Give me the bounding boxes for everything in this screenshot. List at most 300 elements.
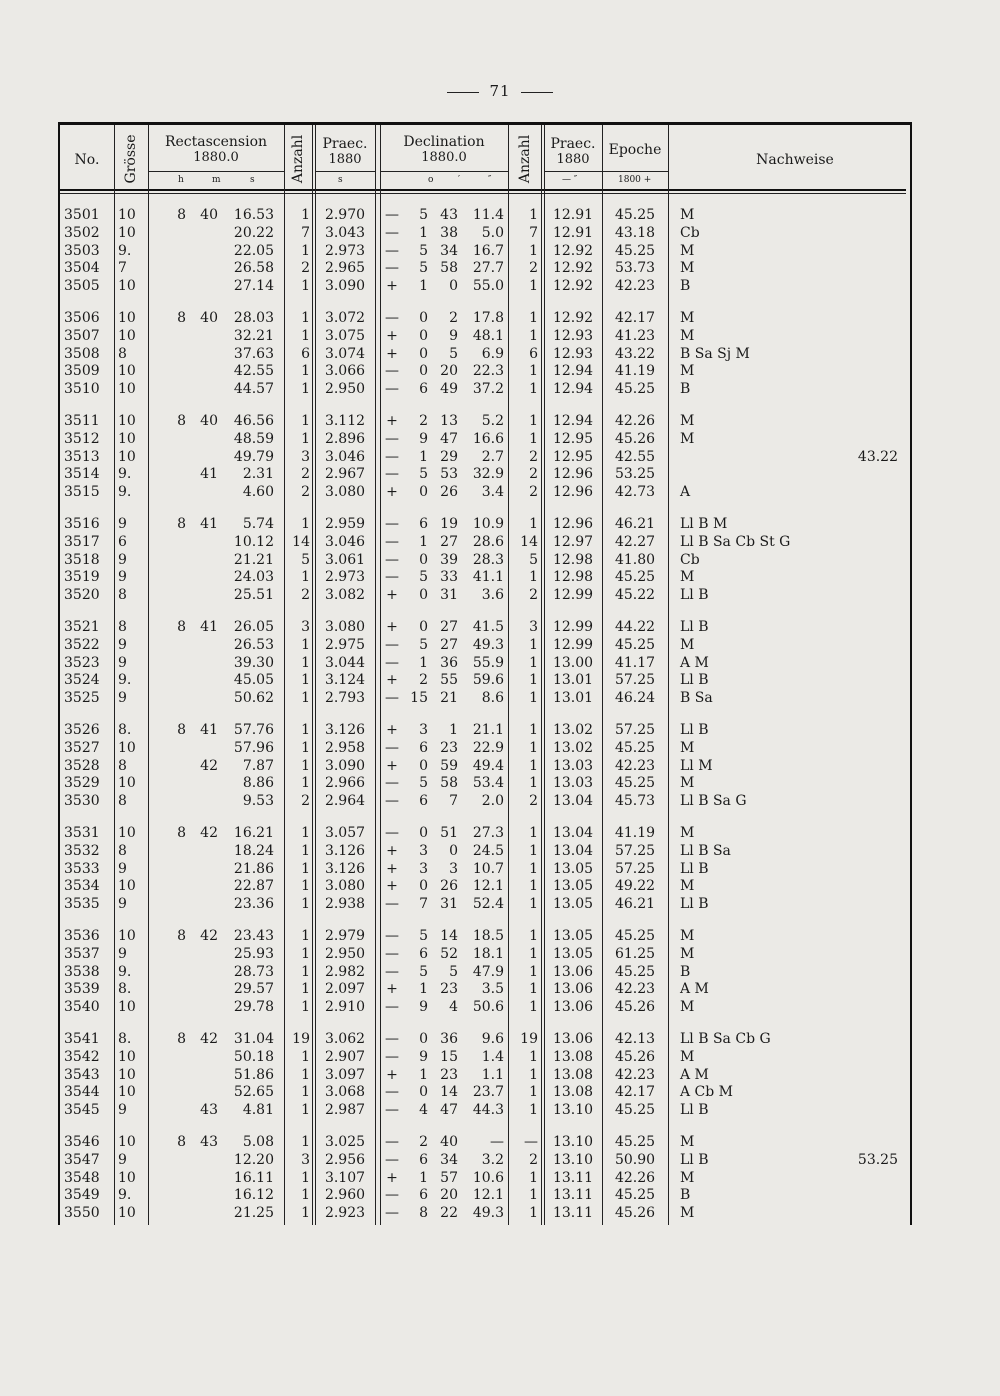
cell-praec-decl: 12.91 — [552, 207, 594, 223]
cell-praec-ra: 2.923 — [324, 1205, 366, 1222]
cell-nachweise: B — [680, 963, 691, 980]
cell-anzahl: 1 — [301, 775, 310, 792]
cell-groesse: 9 — [118, 690, 127, 707]
cell-no: 3514 — [64, 466, 100, 483]
cell-anzahl: 1 — [301, 722, 310, 738]
cell-praec-ra: 3.046 — [324, 533, 366, 550]
cell-anzahl: 1 — [301, 842, 310, 859]
cell-epoche: 45.25 — [614, 242, 656, 259]
cell-ra-s: 25.51 — [233, 587, 274, 604]
cell-epoche: 41.23 — [614, 327, 656, 344]
cell-praec-decl: 13.02 — [552, 722, 594, 738]
cell-decl-deg: 5 — [419, 963, 428, 980]
praec2-subrule — [544, 171, 602, 172]
cell-epoche: 42.26 — [614, 1169, 656, 1186]
cell-decl-min: 13 — [440, 413, 458, 429]
cell-nachweise: M — [680, 363, 695, 380]
epoche-subrule — [602, 171, 668, 172]
cell-no: 3506 — [64, 310, 100, 326]
cell-praec-ra: 2.964 — [324, 793, 366, 810]
cell-no: 3545 — [64, 1102, 100, 1119]
cell-decl-sign: + — [386, 619, 398, 635]
cell-anzahl: 2 — [301, 484, 310, 501]
cell-praec-ra: 2.970 — [324, 207, 366, 223]
cell-ra-h: 8 — [177, 928, 186, 944]
cell-decl-sec: 48.1 — [472, 327, 504, 344]
cell-decl-sec: 24.5 — [472, 842, 504, 859]
cell-ra-m: 42 — [200, 825, 218, 841]
cell-ra-s: 16.11 — [233, 1169, 274, 1186]
cell-groesse: 10 — [118, 363, 136, 380]
cell-ra-s: 29.57 — [233, 981, 274, 998]
cell-groesse: 8 — [118, 757, 127, 774]
cell-anzahl: 1 — [301, 757, 310, 774]
cell-no: 3546 — [64, 1134, 100, 1150]
cell-ra-m: 42 — [200, 1031, 218, 1047]
cell-groesse: 9. — [118, 466, 132, 483]
cell-epoche: 42.23 — [614, 981, 656, 998]
cell-no: 3532 — [64, 842, 100, 859]
cell-groesse: 10 — [118, 310, 136, 326]
cell-decl-sec: 3.2 — [481, 1151, 504, 1168]
cell-anzahl: 1 — [301, 1205, 310, 1222]
cell-anzahl: 1 — [301, 278, 310, 295]
cell-decl-sec: 16.7 — [472, 242, 504, 259]
header-praec-ra-unit: s — [338, 175, 343, 185]
cell-ra-s: 57.76 — [233, 722, 274, 738]
cell-decl-deg: 3 — [419, 842, 428, 859]
cell-decl-sec: 49.4 — [472, 757, 504, 774]
cell-anzahl-2: 1 — [529, 430, 538, 447]
cell-decl-deg: 1 — [419, 654, 428, 671]
cell-anzahl-2: 1 — [529, 722, 538, 738]
cell-praec-ra: 3.057 — [324, 825, 366, 841]
cell-praec-decl: 12.98 — [552, 551, 594, 568]
cell-decl-min: 3 — [449, 860, 458, 877]
cell-praec-decl: 13.02 — [552, 739, 594, 756]
cell-nachweise: M — [680, 945, 695, 962]
cell-ra-m: 42 — [200, 757, 218, 774]
cell-decl-sec: 3.6 — [481, 587, 504, 604]
cell-decl-min: 23 — [440, 739, 458, 756]
cell-anzahl-2: 1 — [529, 896, 538, 913]
cell-anzahl: 1 — [301, 1134, 310, 1150]
cell-no: 3520 — [64, 587, 100, 604]
cell-no: 3528 — [64, 757, 100, 774]
cell-decl-sign: — — [385, 242, 399, 259]
cell-ra-s: 16.21 — [233, 825, 274, 841]
cell-decl-min: 20 — [440, 1187, 458, 1204]
cell-decl-min: 9 — [449, 327, 458, 344]
cell-decl-sec: 10.7 — [472, 860, 504, 877]
cell-decl-deg: 6 — [419, 381, 428, 398]
cell-decl-sign: + — [386, 722, 398, 738]
header-praec-decl-unit: — ″ — [562, 175, 578, 185]
cell-praec-ra: 3.082 — [324, 587, 366, 604]
cell-praec-decl: 13.06 — [552, 1031, 594, 1047]
cell-no: 3530 — [64, 793, 100, 810]
cell-no: 3529 — [64, 775, 100, 792]
cell-praec-ra: 3.075 — [324, 327, 366, 344]
cell-ra-s: 45.05 — [233, 672, 274, 689]
cell-decl-deg: 5 — [419, 260, 428, 277]
cell-epoche: 45.25 — [614, 1187, 656, 1204]
cell-ra-s: 16.12 — [233, 1187, 274, 1204]
cell-decl-min: 34 — [440, 242, 458, 259]
cell-anzahl: 19 — [292, 1031, 310, 1047]
cell-decl-min: 2 — [449, 310, 458, 326]
cell-decl-sec: — — [490, 1134, 504, 1150]
cell-praec-decl: 12.96 — [552, 466, 594, 483]
cell-ra-s: 23.43 — [233, 928, 274, 944]
cell-ra-s: 22.05 — [233, 242, 274, 259]
cell-nachweise: M — [680, 1134, 695, 1150]
cell-groesse: 10 — [118, 999, 136, 1016]
cell-anzahl-2: 1 — [529, 636, 538, 653]
cell-nachweise: Ll B — [680, 1151, 709, 1168]
cell-anzahl: 1 — [301, 1187, 310, 1204]
cell-nachweise: Cb — [680, 224, 700, 241]
cell-epoche: 57.25 — [614, 722, 656, 738]
cell-decl-deg: 0 — [419, 345, 428, 362]
cell-groesse: 10 — [118, 327, 136, 344]
cell-decl-min: 47 — [440, 430, 458, 447]
cell-anzahl-2: 5 — [529, 551, 538, 568]
cell-groesse: 9 — [118, 551, 127, 568]
cell-groesse: 10 — [118, 1084, 136, 1101]
cell-decl-sign: — — [385, 224, 399, 241]
cell-decl-sec: 47.9 — [472, 963, 504, 980]
cell-anzahl: 1 — [301, 381, 310, 398]
cell-decl-deg: 1 — [419, 448, 428, 465]
cell-no: 3502 — [64, 224, 100, 241]
cell-epoche: 53.73 — [614, 260, 656, 277]
cell-ra-s: 46.56 — [233, 413, 274, 429]
header-praec-decl-year: 1880 — [556, 152, 590, 167]
cell-anzahl-2: 1 — [529, 739, 538, 756]
cell-decl-min: 34 — [440, 1151, 458, 1168]
cell-ra-s: 28.03 — [233, 310, 274, 326]
cell-decl-deg: 0 — [419, 757, 428, 774]
cell-decl-sign: — — [385, 1102, 399, 1119]
cell-decl-deg: 8 — [419, 1205, 428, 1222]
cell-no: 3549 — [64, 1187, 100, 1204]
cell-no: 3516 — [64, 516, 100, 532]
cell-ra-s: 5.08 — [242, 1134, 274, 1150]
cell-decl-sec: 2.7 — [481, 448, 504, 465]
cell-decl-sign: — — [385, 363, 399, 380]
header-nachweise: Nachweise — [756, 152, 834, 168]
header-decl-epoch: 1880.0 — [421, 150, 467, 165]
cell-anzahl-2: 1 — [529, 242, 538, 259]
cell-groesse: 10 — [118, 928, 136, 944]
cell-praec-decl: 12.96 — [552, 484, 594, 501]
cell-no: 3519 — [64, 569, 100, 586]
cell-decl-deg: 0 — [419, 327, 428, 344]
cell-anzahl: 1 — [301, 860, 310, 877]
cell-decl-sign: — — [385, 551, 399, 568]
cell-praec-decl: 13.00 — [552, 654, 594, 671]
cell-decl-sec: 55.0 — [472, 278, 504, 295]
cell-no: 3508 — [64, 345, 100, 362]
cell-decl-deg: 1 — [419, 1066, 428, 1083]
cell-decl-sign: — — [385, 636, 399, 653]
cell-decl-sec: 2.0 — [481, 793, 504, 810]
cell-decl-sign: + — [386, 1066, 398, 1083]
cell-praec-decl: 13.10 — [552, 1102, 594, 1119]
cell-anzahl-2: 1 — [529, 363, 538, 380]
header-no: No. — [74, 152, 100, 168]
cell-decl-min: 5 — [449, 963, 458, 980]
cell-anzahl: 1 — [301, 363, 310, 380]
cell-ra-h: 8 — [177, 516, 186, 532]
cell-epoche: 61.25 — [614, 945, 656, 962]
cell-decl-sign: + — [386, 327, 398, 344]
cell-groesse: 9. — [118, 242, 132, 259]
cell-epoche: 41.17 — [614, 654, 656, 671]
cell-epoche: 45.25 — [614, 928, 656, 944]
cell-groesse: 10 — [118, 775, 136, 792]
cell-ra-s: 39.30 — [233, 654, 274, 671]
cell-epoche: 45.26 — [614, 1048, 656, 1065]
cell-praec-decl: 13.04 — [552, 825, 594, 841]
cell-epoche: 49.22 — [614, 878, 656, 895]
cell-ra-s: 9.53 — [242, 793, 274, 810]
cell-anzahl-2: 3 — [529, 619, 538, 635]
cell-anzahl-2: 1 — [529, 381, 538, 398]
cell-ra-m: 40 — [200, 413, 218, 429]
cell-nachweise: Ll B — [680, 860, 709, 877]
cell-ra-h: 8 — [177, 722, 186, 738]
cell-praec-decl: 12.97 — [552, 533, 594, 550]
cell-decl-sign: + — [386, 981, 398, 998]
cell-anzahl-2: 14 — [520, 533, 538, 550]
cell-ra-s: 26.53 — [233, 636, 274, 653]
cell-anzahl-2: 1 — [529, 1102, 538, 1119]
cell-epoche: 45.26 — [614, 430, 656, 447]
cell-decl-sign: — — [385, 533, 399, 550]
cell-praec-ra: 3.126 — [324, 860, 366, 877]
cell-anzahl-2: 1 — [529, 310, 538, 326]
cell-anzahl: 1 — [301, 825, 310, 841]
cell-decl-min: 39 — [440, 551, 458, 568]
cell-praec-decl: 12.94 — [552, 363, 594, 380]
cell-ra-s: 37.63 — [233, 345, 274, 362]
cell-decl-min: 52 — [440, 945, 458, 962]
cell-extra: 53.25 — [857, 1151, 898, 1168]
cell-no: 3515 — [64, 484, 100, 501]
cell-epoche: 42.23 — [614, 757, 656, 774]
cell-anzahl: 1 — [301, 1169, 310, 1186]
cell-praec-ra: 2.979 — [324, 928, 366, 944]
cell-decl-min: 29 — [440, 448, 458, 465]
cell-groesse: 10 — [118, 278, 136, 295]
cell-anzahl: 1 — [301, 1066, 310, 1083]
cell-praec-decl: 12.91 — [552, 224, 594, 241]
cell-praec-ra: 2.973 — [324, 242, 366, 259]
cell-decl-min: 38 — [440, 224, 458, 241]
cell-ra-s: 42.55 — [233, 363, 274, 380]
cell-praec-ra: 3.090 — [324, 757, 366, 774]
cell-decl-sign: — — [385, 310, 399, 326]
cell-nachweise: Ll B — [680, 1102, 709, 1119]
cell-decl-sec: 27.3 — [472, 825, 504, 841]
cell-decl-sign: — — [385, 999, 399, 1016]
page-number: 71 — [0, 82, 1000, 100]
cell-praec-decl: 13.03 — [552, 757, 594, 774]
cell-decl-deg: 6 — [419, 516, 428, 532]
cell-anzahl-2: 2 — [529, 1151, 538, 1168]
cell-praec-ra: 2.982 — [324, 963, 366, 980]
cell-praec-ra: 3.046 — [324, 448, 366, 465]
cell-decl-sec: 49.3 — [472, 636, 504, 653]
cell-decl-sign: + — [386, 672, 398, 689]
cell-epoche: 53.25 — [614, 466, 656, 483]
cell-decl-sign: + — [386, 878, 398, 895]
cell-ra-s: 29.78 — [233, 999, 274, 1016]
cell-decl-min: 27 — [440, 619, 458, 635]
cell-decl-deg: 1 — [419, 278, 428, 295]
cell-groesse: 9. — [118, 484, 132, 501]
cell-decl-deg: 4 — [419, 1102, 428, 1119]
cell-decl-sec: 22.9 — [472, 739, 504, 756]
cell-no: 3544 — [64, 1084, 100, 1101]
cell-groesse: 9 — [118, 945, 127, 962]
cell-anzahl: 1 — [301, 654, 310, 671]
cell-nachweise: A Cb M — [680, 1084, 734, 1101]
cell-epoche: 45.25 — [614, 1134, 656, 1150]
cell-decl-deg: 7 — [419, 896, 428, 913]
cell-ra-s: 50.62 — [233, 690, 274, 707]
header-ra-s: s — [250, 175, 255, 185]
cell-praec-ra: 3.068 — [324, 1084, 366, 1101]
cell-epoche: 45.22 — [614, 587, 656, 604]
col-rule — [114, 125, 115, 1225]
cell-decl-sec: 1.4 — [481, 1048, 504, 1065]
cell-no: 3521 — [64, 619, 100, 635]
cell-decl-deg: 0 — [419, 825, 428, 841]
cell-ra-s: 5.74 — [242, 516, 274, 532]
cell-no: 3512 — [64, 430, 100, 447]
cell-decl-sign: — — [385, 1134, 399, 1150]
cell-decl-sec: 18.5 — [472, 928, 504, 944]
cell-decl-sec: 1.1 — [481, 1066, 504, 1083]
cell-decl-deg: 0 — [419, 619, 428, 635]
cell-nachweise: Ll B Sa Cb St G — [680, 533, 791, 550]
cell-decl-sec: 3.4 — [481, 484, 504, 501]
cell-epoche: 42.23 — [614, 1066, 656, 1083]
cell-anzahl-2: 1 — [529, 963, 538, 980]
cell-ra-h: 8 — [177, 310, 186, 326]
cell-anzahl-2: 1 — [529, 278, 538, 295]
cell-no: 3533 — [64, 860, 100, 877]
cell-praec-decl: 12.94 — [552, 381, 594, 398]
header-decl-title: Declination — [403, 134, 485, 150]
cell-ra-s: 26.05 — [233, 619, 274, 635]
cell-decl-min: 1 — [449, 722, 458, 738]
cell-praec-ra: 2.950 — [324, 945, 366, 962]
cell-anzahl: 14 — [292, 533, 310, 550]
cell-decl-deg: 0 — [419, 1031, 428, 1047]
cell-decl-min: 31 — [440, 896, 458, 913]
cell-decl-sign: — — [385, 1084, 399, 1101]
cell-epoche: 45.25 — [614, 739, 656, 756]
cell-anzahl-2: 1 — [529, 928, 538, 944]
cell-epoche: 41.19 — [614, 363, 656, 380]
cell-decl-deg: 1 — [419, 981, 428, 998]
cell-nachweise: Ll B M — [680, 516, 728, 532]
cell-ra-m: 43 — [200, 1134, 218, 1150]
cell-epoche: 42.23 — [614, 278, 656, 295]
cell-nachweise: B Sa Sj M — [680, 345, 750, 362]
cell-anzahl-2: 1 — [529, 1048, 538, 1065]
cell-groesse: 8 — [118, 587, 127, 604]
cell-ra-s: 51.86 — [233, 1066, 274, 1083]
cell-anzahl-2: 19 — [520, 1031, 538, 1047]
cell-decl-sign: + — [386, 587, 398, 604]
cell-decl-sign: — — [385, 963, 399, 980]
cell-decl-sec: 50.6 — [472, 999, 504, 1016]
cell-nachweise: Ll M — [680, 757, 713, 774]
cell-praec-decl: 13.03 — [552, 775, 594, 792]
cell-decl-min: 27 — [440, 533, 458, 550]
cell-nachweise: M — [680, 999, 695, 1016]
cell-decl-sec: 16.6 — [472, 430, 504, 447]
cell-nachweise: M — [680, 260, 695, 277]
cell-anzahl-2: 7 — [529, 224, 538, 241]
cell-decl-sign: — — [385, 569, 399, 586]
cell-no: 3507 — [64, 327, 100, 344]
decl-subrule — [380, 171, 508, 172]
cell-anzahl-2: 2 — [529, 466, 538, 483]
cell-anzahl: 1 — [301, 739, 310, 756]
cell-anzahl: 1 — [301, 672, 310, 689]
cell-anzahl-2: 2 — [529, 587, 538, 604]
cell-anzahl: 1 — [301, 1048, 310, 1065]
cell-decl-deg: 15 — [410, 690, 428, 707]
cell-epoche: 45.25 — [614, 569, 656, 586]
cell-praec-ra: 3.074 — [324, 345, 366, 362]
cell-praec-decl: 12.92 — [552, 310, 594, 326]
cell-ra-h: 8 — [177, 619, 186, 635]
cell-anzahl: 2 — [301, 260, 310, 277]
cell-ra-s: 18.24 — [233, 842, 274, 859]
cell-no: 3522 — [64, 636, 100, 653]
cell-praec-ra: 2.097 — [324, 981, 366, 998]
cell-ra-s: 52.65 — [233, 1084, 274, 1101]
cell-decl-sign: — — [385, 775, 399, 792]
cell-no: 3536 — [64, 928, 100, 944]
cell-praec-ra: 3.072 — [324, 310, 366, 326]
cell-decl-min: 58 — [440, 260, 458, 277]
cell-decl-deg: 5 — [419, 207, 428, 223]
cell-ra-s: 20.22 — [233, 224, 274, 241]
cell-praec-decl: 12.99 — [552, 587, 594, 604]
cell-nachweise: Ll B — [680, 896, 709, 913]
cell-decl-deg: 1 — [419, 533, 428, 550]
cell-decl-min: 36 — [440, 654, 458, 671]
cell-ra-m: 41 — [200, 466, 218, 483]
cell-nachweise: M — [680, 1048, 695, 1065]
cell-decl-min: 14 — [440, 928, 458, 944]
cell-ra-h: 8 — [177, 1134, 186, 1150]
cell-decl-deg: 3 — [419, 860, 428, 877]
cell-no: 3537 — [64, 945, 100, 962]
cell-groesse: 8. — [118, 981, 132, 998]
cell-praec-decl: 12.99 — [552, 636, 594, 653]
cell-anzahl-2: 1 — [529, 878, 538, 895]
cell-decl-deg: 6 — [419, 945, 428, 962]
